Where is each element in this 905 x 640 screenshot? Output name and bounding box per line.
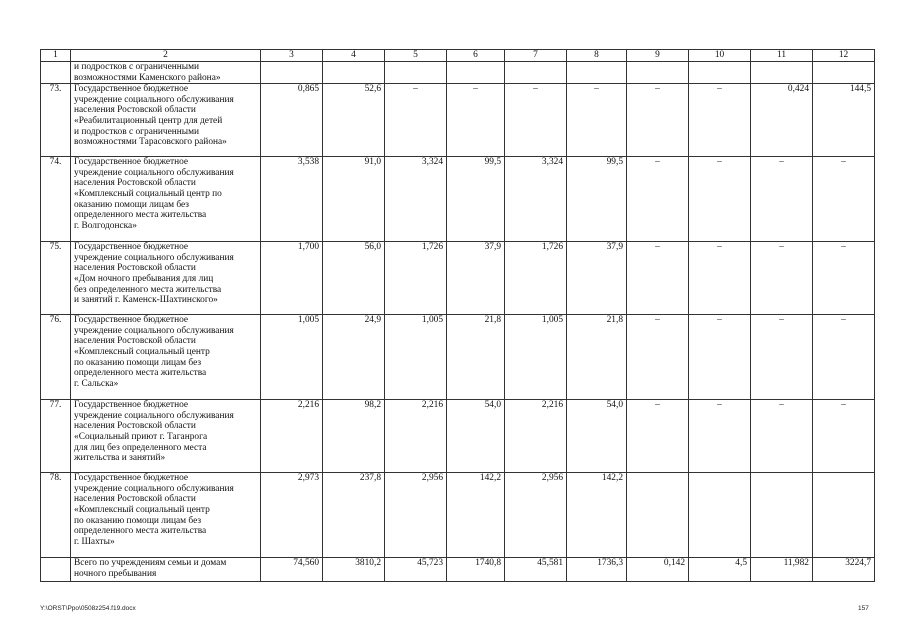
institution-name: Государственное бюджетное учреждение социального обслуживания населения Ростовской области «Комплексный социальный центр по оказанию помощи лицам без определенного места жительства г. Шахты» (71, 473, 261, 558)
value-cell: 1,005 (385, 315, 447, 400)
value-cell: – (627, 315, 689, 400)
value-cell: 0,142 (627, 558, 689, 582)
value-cell: – (813, 315, 875, 400)
value-cell: 144,5 (813, 84, 875, 157)
value-cell: – (813, 157, 875, 242)
value-cell: 0,424 (751, 84, 813, 157)
value-cell: 37,9 (567, 242, 627, 315)
table-row (41, 400, 875, 473)
value-cell (689, 62, 751, 84)
value-cell: 1,726 (385, 242, 447, 315)
value-cell: 21,8 (447, 315, 505, 400)
value-cell: 99,5 (447, 157, 505, 242)
value-cell: 3224,7 (813, 558, 875, 582)
value-cell: – (627, 400, 689, 473)
page-number: 157 (858, 605, 869, 612)
value-cell (261, 62, 323, 84)
value-cell: – (627, 157, 689, 242)
value-cell: 2,216 (505, 400, 567, 473)
column-header: 1 (41, 50, 71, 62)
row-number: 73. (41, 84, 71, 157)
value-cell: 3810,2 (323, 558, 385, 582)
value-cell: 142,2 (447, 473, 505, 558)
value-cell: 11,982 (751, 558, 813, 582)
value-cell (813, 62, 875, 84)
institution-name: Государственное бюджетное учреждение социального обслуживания населения Ростовской области «Социальный приют г. Таганрога для лиц без определенного места жительства и занятий» (71, 400, 261, 473)
row-number: 75. (41, 242, 71, 315)
value-cell: – (689, 400, 751, 473)
value-cell: 99,5 (567, 157, 627, 242)
value-cell (689, 473, 751, 558)
value-cell (447, 62, 505, 84)
value-cell: 1740,8 (447, 558, 505, 582)
row-number: 78. (41, 473, 71, 558)
value-cell (751, 62, 813, 84)
value-cell: 1,005 (261, 315, 323, 400)
table-row (41, 473, 875, 558)
institution-name: Государственное бюджетное учреждение социального обслуживания населения Ростовской области «Комплексный социальный центр по оказанию помощи лицам без определенного места жительства г. Волгодонска» (71, 157, 261, 242)
institution-name: Государственное бюджетное учреждение социального обслуживания населения Ростовской области «Комплексный социальный центр по оказанию помощи лицам без определенного места жительства г. Сальска» (71, 315, 261, 400)
value-cell: – (689, 315, 751, 400)
table-row (41, 242, 875, 315)
value-cell (505, 62, 567, 84)
value-cell: 4,5 (689, 558, 751, 582)
value-cell: 54,0 (447, 400, 505, 473)
value-cell: – (627, 84, 689, 157)
column-header: 2 (71, 50, 261, 62)
value-cell: 56,0 (323, 242, 385, 315)
column-header: 4 (323, 50, 385, 62)
document-sheet (40, 49, 874, 582)
value-cell: 237,8 (323, 473, 385, 558)
column-header: 3 (261, 50, 323, 62)
value-cell: 2,956 (385, 473, 447, 558)
header-row (41, 50, 875, 62)
table-row (41, 84, 875, 157)
value-cell: 2,956 (505, 473, 567, 558)
value-cell: 52,6 (323, 84, 385, 157)
value-cell: – (751, 315, 813, 400)
institution-name: Государственное бюджетное учреждение социального обслуживания населения Ростовской области «Реабилитационный центр для детей и подростков с ограниченными возможностями Тарасовского района» (71, 84, 261, 157)
value-cell: 98,2 (323, 400, 385, 473)
value-cell: – (751, 157, 813, 242)
value-cell: – (751, 400, 813, 473)
value-cell: – (689, 242, 751, 315)
value-cell: 91,0 (323, 157, 385, 242)
value-cell (627, 473, 689, 558)
value-cell: 142,2 (567, 473, 627, 558)
value-cell: 45,581 (505, 558, 567, 582)
column-header: 9 (627, 50, 689, 62)
column-header: 7 (505, 50, 567, 62)
value-cell: 54,0 (567, 400, 627, 473)
value-cell: – (813, 400, 875, 473)
value-cell: 74,560 (261, 558, 323, 582)
value-cell: – (567, 84, 627, 157)
value-cell: – (385, 84, 447, 157)
value-cell: 1736,3 (567, 558, 627, 582)
value-cell (751, 473, 813, 558)
value-cell: 37,9 (447, 242, 505, 315)
value-cell: 3,324 (505, 157, 567, 242)
value-cell: 1,700 (261, 242, 323, 315)
row-number: 77. (41, 400, 71, 473)
column-header: 10 (689, 50, 751, 62)
value-cell: – (627, 242, 689, 315)
value-cell: – (689, 157, 751, 242)
value-cell (627, 62, 689, 84)
value-cell: 21,8 (567, 315, 627, 400)
value-cell: 1,726 (505, 242, 567, 315)
row-number: 76. (41, 315, 71, 400)
institution-name: и подростков с ограниченными возможностями Каменского района» (71, 62, 261, 84)
value-cell: – (447, 84, 505, 157)
value-cell: 1,005 (505, 315, 567, 400)
value-cell: – (689, 84, 751, 157)
budget-table (40, 49, 875, 582)
value-cell: 0,865 (261, 84, 323, 157)
value-cell: 24,9 (323, 315, 385, 400)
column-header: 12 (813, 50, 875, 62)
institution-name: Всего по учреждениям семьи и домам ночного пребывания (71, 558, 261, 582)
table-row (41, 558, 875, 582)
value-cell: 2,216 (261, 400, 323, 473)
table-body (41, 62, 875, 582)
file-path: Y:\ORST\Ppo\0508z254.f19.docx (40, 605, 136, 612)
table-row (41, 62, 875, 84)
value-cell: 2,973 (261, 473, 323, 558)
row-number (41, 62, 71, 84)
column-header: 8 (567, 50, 627, 62)
value-cell (323, 62, 385, 84)
value-cell: 45,723 (385, 558, 447, 582)
value-cell: – (813, 242, 875, 315)
value-cell: 2,216 (385, 400, 447, 473)
value-cell: 3,538 (261, 157, 323, 242)
institution-name: Государственное бюджетное учреждение социального обслуживания населения Ростовской области «Дом ночного пребывания для лиц без определенного места жительства и занятий г. Каменск-Шахтинского» (71, 242, 261, 315)
value-cell (385, 62, 447, 84)
table-row (41, 157, 875, 242)
value-cell (813, 473, 875, 558)
table-row (41, 315, 875, 400)
value-cell (567, 62, 627, 84)
row-number: 74. (41, 157, 71, 242)
column-header: 6 (447, 50, 505, 62)
value-cell: – (505, 84, 567, 157)
row-number (41, 558, 71, 582)
column-header: 5 (385, 50, 447, 62)
value-cell: – (751, 242, 813, 315)
value-cell: 3,324 (385, 157, 447, 242)
column-header: 11 (751, 50, 813, 62)
